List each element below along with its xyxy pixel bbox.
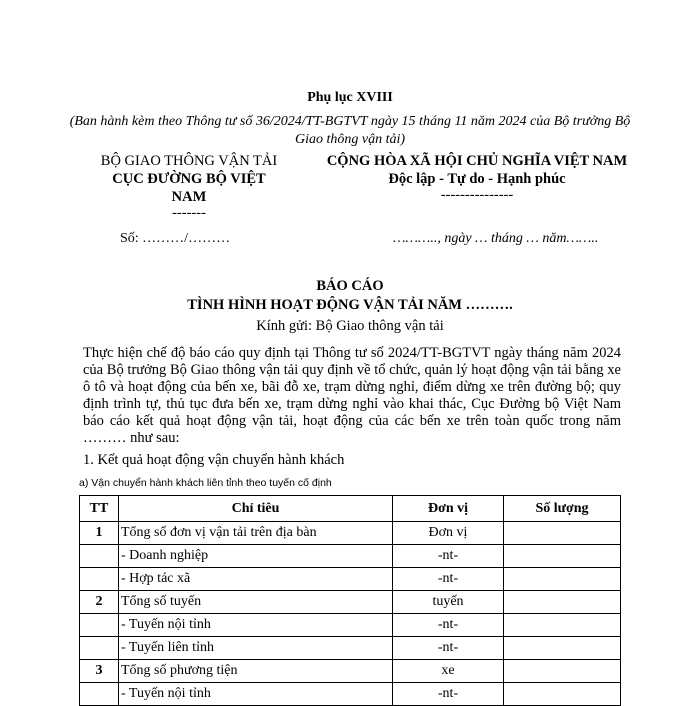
row-quantity[interactable] [504,683,621,706]
row-quantity[interactable] [504,660,621,683]
ministry-name: BỘ GIAO THÔNG VẬN TẢI [100,153,278,169]
subsection-heading: a) Vận chuyển hành khách liên tỉnh theo tuyến cố định [79,477,332,489]
country-name: CỘNG HÒA XÃ HỘI CHỦ NGHĨA VIỆT NAM [326,153,628,169]
table-row [80,683,621,706]
row-quantity[interactable] [504,568,621,591]
row-number [80,637,119,660]
row-indicator: - Tuyến nội tỉnh [119,683,393,706]
appendix-title: Phụ lục XVIII [307,90,393,105]
row-unit: tuyến [393,591,504,614]
row-indicator: Tổng số đơn vị vận tải trên địa bàn [119,522,393,545]
row-unit: -nt- [393,637,504,660]
row-unit: xe [393,660,504,683]
column-header-indicator: Chỉ tiêu [119,496,393,522]
row-unit: -nt- [393,614,504,637]
row-indicator: - Doanh nghiệp [119,545,393,568]
row-unit: -nt- [393,545,504,568]
section-heading: 1. Kết quả hoạt động vận chuyển hành khách [83,452,345,468]
national-motto: Độc lập - Tự do - Hạnh phúc [388,171,566,187]
table-row [80,545,621,568]
table-row [80,568,621,591]
intro-paragraph: Thực hiện chế độ báo cáo quy định tại Thông tư số 2024/TT-BGTVT ngày tháng năm 2024 của Bộ trưởng Bộ Giao thông vận tải quy định về tổ chức, quản lý hoạt động vận tải bằng xe ô tô và hoạt động của bến xe, bãi đỗ xe, trạm dừng nghỉ, điểm dừng xe trên đường bộ; quy định trình tự, thủ tục đưa bến xe, trạm dừng nghỉ vào khai thác, Cục Đường bộ Việt Nam báo cáo kết quả hoạt động vận tải, hoạt động của các bến xe trên toàn quốc trong năm ……… như sau: [83,345,621,446]
row-unit: -nt- [393,683,504,706]
row-quantity[interactable] [504,614,621,637]
report-title [0,277,700,315]
report-table [79,495,621,706]
right-header-rule: --------------- [440,187,514,203]
row-number [80,614,119,637]
row-number [80,683,119,706]
table-row [80,614,621,637]
document-number: Số: ………/……… [120,231,231,246]
row-indicator: Tổng số tuyến [119,591,393,614]
column-header-quantity: Số lượng [504,496,621,522]
row-number: 3 [80,660,119,683]
row-indicator: - Tuyến nội tỉnh [119,614,393,637]
row-unit: Đơn vị [393,522,504,545]
row-quantity[interactable] [504,545,621,568]
table-header-row [80,496,621,522]
issuance-note: (Ban hành kèm theo Thông tư số 36/2024/TT-BGTVT ngày 15 tháng 11 năm 2024 của Bộ trưởng Bộ Giao thông vận tải) [69,114,631,147]
report-title-line2: TÌNH HÌNH HOẠT ĐỘNG VẬN TẢI NĂM ………. [187,297,513,313]
table-row [80,660,621,683]
row-indicator: - Tuyến liên tỉnh [119,637,393,660]
left-header-rule: ------- [172,205,206,221]
table-row [80,522,621,545]
national-motto-block [287,152,667,202]
table-row [80,591,621,614]
row-unit: -nt- [393,568,504,591]
row-number [80,568,119,591]
row-indicator: - Hợp tác xã [119,568,393,591]
column-header-unit: Đơn vị [393,496,504,522]
row-indicator: Tổng số phương tiện [119,660,393,683]
row-number [80,545,119,568]
issuing-agency-block [74,152,304,220]
row-quantity[interactable] [504,522,621,545]
column-header-tt: TT [80,496,119,522]
place-and-date: ……….., ngày … tháng … năm…….. [393,231,599,246]
row-quantity[interactable] [504,637,621,660]
row-number: 2 [80,591,119,614]
department-name: CỤC ĐƯỜNG BỘ VIỆT NAM [112,171,266,205]
table-row [80,637,621,660]
recipient-line: Kính gửi: Bộ Giao thông vận tải [256,318,444,334]
row-quantity[interactable] [504,591,621,614]
report-title-line1: BÁO CÁO [316,278,384,294]
row-number: 1 [80,522,119,545]
